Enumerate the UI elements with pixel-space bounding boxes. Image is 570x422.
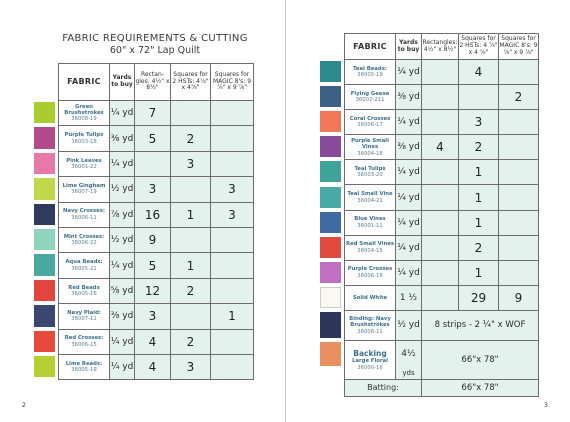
fabric-swatch [34, 305, 55, 326]
swatch-fill [34, 305, 55, 326]
table-row [345, 85, 539, 110]
yards-amount: 4½ [401, 348, 416, 359]
rectangles-value [135, 151, 171, 176]
squares-magic-value: 2 [499, 85, 539, 110]
fabric-table-left [58, 63, 254, 380]
fabric-swatch [320, 287, 341, 308]
yards-value: ¼ yd [396, 110, 422, 135]
fabric-name: Green Brushstrokes [64, 103, 104, 117]
fabric-name-cell [345, 160, 396, 185]
fabric-name-cell [345, 135, 396, 160]
fabric-name-cell [345, 340, 396, 379]
fabric-name: Purple Crosses [347, 266, 393, 273]
squares-magic-value [499, 135, 539, 160]
table-header [59, 64, 254, 101]
table-row [59, 354, 254, 379]
fabric-swatch [34, 356, 55, 377]
squares-magic-value [211, 253, 254, 278]
swatch-fill [320, 86, 341, 107]
fabric-swatch [34, 331, 55, 352]
fabric-code: 36002-211 [355, 97, 385, 104]
fabric-code: 36005-21 [71, 265, 97, 272]
table-row [59, 278, 254, 303]
col-fabric: FABRIC [59, 64, 110, 101]
fabric-swatch [320, 187, 341, 208]
fabric-swatch [34, 153, 55, 174]
rectangles-value: 3 [135, 304, 171, 329]
swatch-fill [34, 102, 55, 123]
table-row [345, 260, 539, 285]
fabric-name-cell [59, 329, 110, 354]
yards-value: ¼ yd [396, 60, 422, 85]
swatch-fill [320, 212, 341, 233]
swatch-fill [320, 312, 341, 338]
col-squares-hst: Squares for 2 HSTs: 4 ⅞" x 4 ⅞" [459, 34, 499, 60]
table-row [345, 235, 539, 260]
yards-value: ⅜ yd [396, 135, 422, 160]
squares-magic-value [211, 278, 254, 303]
fabric-code: 36004-15 [357, 247, 383, 254]
binding-row [345, 310, 539, 340]
fabric-swatch [320, 61, 341, 82]
swatch-fill [320, 161, 341, 182]
swatch-fill [320, 61, 341, 82]
squares-magic-value [499, 60, 539, 85]
fabric-name-cell [59, 202, 110, 227]
fabric-code: 36004-21 [357, 197, 383, 204]
squares-hst-value: 1 [459, 185, 499, 210]
table-header [345, 34, 539, 60]
swatch-fill [34, 204, 55, 225]
fabric-name: Navy Crosses: [62, 208, 106, 215]
swatch-fill [320, 262, 341, 283]
yards-value: ½ yd [110, 227, 135, 252]
page-title: FABRIC REQUIREMENTS & CUTTING [62, 33, 248, 44]
yards-value: ¼ yd [110, 329, 135, 354]
rectangles-value: 4 [422, 135, 459, 160]
backing-row [345, 340, 539, 379]
fabric-name-cell [345, 85, 396, 110]
squares-magic-value: 9 [499, 285, 539, 310]
fabric-name-cell [59, 354, 110, 379]
yards-value: ¼ yd [396, 160, 422, 185]
fabric-swatch [320, 212, 341, 233]
fabric-swatch [34, 229, 55, 250]
table-row [345, 285, 539, 310]
table-row [59, 177, 254, 202]
table-row [59, 227, 254, 252]
table-row [59, 126, 254, 151]
squares-hst-value: 2 [171, 126, 211, 151]
fabric-code: 36003-20 [357, 172, 383, 179]
table-row [345, 110, 539, 135]
fabric-name: Pink Leaves [66, 157, 102, 164]
table-row [345, 135, 539, 160]
swatch-fill [34, 331, 55, 352]
fabric-name: Lime Beads: [65, 360, 103, 367]
fabric-code: 36006-18 [357, 272, 383, 279]
rectangles-value: 5 [135, 253, 171, 278]
rectangles-value [422, 210, 459, 235]
squares-hst-value: 2 [459, 235, 499, 260]
yards-value: ¼ yd [110, 354, 135, 379]
swatch-fill [320, 187, 341, 208]
fabric-name: Solid White [352, 294, 388, 301]
fabric-name: Purple Small Vines [351, 137, 389, 151]
yards-value: ⅞ yd [110, 202, 135, 227]
swatch-fill [34, 254, 55, 275]
rectangles-value: 12 [135, 278, 171, 303]
yards-value: ⅜ yd [110, 126, 135, 151]
rectangles-value: 4 [135, 329, 171, 354]
fabric-name-cell [59, 151, 110, 176]
squares-hst-value: 1 [459, 260, 499, 285]
yards-value: ¼ yd [110, 101, 135, 126]
fabric-name-cell [59, 253, 110, 278]
fabric-code: 36005-19 [71, 367, 97, 374]
backing-size: 66"x 78" [422, 340, 539, 379]
table-row [345, 210, 539, 235]
fabric-name: Purple Tulips [64, 132, 104, 139]
fabric-name-cell [345, 210, 396, 235]
rectangles-value [422, 160, 459, 185]
rectangles-value: 4 [135, 354, 171, 379]
fabric-swatch [34, 127, 55, 148]
col-squares-magic: Squares for MAGIC 8's: 9 ⅞" x 9 ⅞" [499, 34, 539, 60]
fabric-name: Red Beads [68, 284, 100, 291]
fabric-name-cell [59, 177, 110, 202]
yards-value: ⅜ yd [396, 85, 422, 110]
fabric-swatch [320, 262, 341, 283]
fabric-code: 36004-18 [357, 150, 383, 157]
fabric-name-sub: Large Floral [352, 358, 388, 365]
batting-size: 66"x 78" [422, 379, 539, 396]
squares-hst-value: 3 [171, 151, 211, 176]
table-row [59, 253, 254, 278]
fabric-name: Aqua Beads: [65, 259, 103, 266]
fabric-name: Red Small Vines [345, 241, 395, 248]
rectangles-value: 5 [135, 126, 171, 151]
swatch-fill [320, 237, 341, 258]
squares-hst-value: 29 [459, 285, 499, 310]
swatch-fill [34, 229, 55, 250]
fabric-name: Teal Tulips [354, 166, 386, 173]
fabric-swatch [320, 86, 341, 107]
table-row [59, 304, 254, 329]
fabric-code: 36006-11 [71, 214, 97, 221]
fabric-code: 36003-18 [71, 138, 97, 145]
fabric-name-cell [59, 126, 110, 151]
table-row [59, 202, 254, 227]
squares-hst-value: 2 [459, 135, 499, 160]
yards-value: ¼ yd [110, 253, 135, 278]
yards-value [396, 340, 422, 379]
col-rectangles: Rectan-gles: 4½" x 8½" [135, 64, 171, 101]
fabric-swatch [320, 136, 341, 157]
yards-value: ¼ yd [396, 235, 422, 260]
squares-magic-value: 3 [211, 202, 254, 227]
squares-hst-value [171, 177, 211, 202]
swatch-fill [34, 280, 55, 301]
rectangles-value [422, 110, 459, 135]
rectangles-value [422, 185, 459, 210]
squares-hst-value: 3 [459, 110, 499, 135]
squares-magic-value [211, 101, 254, 126]
squares-hst-value: 2 [171, 278, 211, 303]
squares-hst-value [171, 227, 211, 252]
fabric-name-cell [59, 278, 110, 303]
fabric-name-cell [59, 101, 110, 126]
binding-cut-instructions: 8 strips - 2 ¼" x WOF [422, 310, 539, 340]
squares-magic-value [499, 185, 539, 210]
fabric-code: 36006-17 [357, 122, 383, 129]
table-row [59, 329, 254, 354]
fabric-swatch [34, 204, 55, 225]
col-fabric: FABRIC [345, 34, 396, 60]
fabric-swatch-backing [320, 342, 341, 366]
squares-hst-value: 2 [171, 329, 211, 354]
batting-row [345, 379, 539, 396]
rectangles-value [422, 260, 459, 285]
rectangles-value [422, 235, 459, 260]
fabric-name-cell [345, 235, 396, 260]
fabric-code: 36000-16 [357, 364, 383, 371]
squares-magic-value [499, 160, 539, 185]
fabric-code: 36001-22 [71, 163, 97, 170]
page-number: 2 [22, 402, 26, 409]
squares-magic-value [211, 354, 254, 379]
fabric-name: Binding: Navy Brushstrokes [349, 315, 391, 329]
rectangles-value: 7 [135, 101, 171, 126]
squares-magic-value [499, 260, 539, 285]
fabric-name: Blue Vines [354, 216, 386, 223]
rectangles-value: 16 [135, 202, 171, 227]
fabric-name-cell [345, 310, 396, 340]
fabric-name: Mint Crosses: [63, 233, 105, 240]
fabric-swatch [320, 237, 341, 258]
squares-hst-value: 1 [171, 253, 211, 278]
rectangles-value: 9 [135, 227, 171, 252]
squares-hst-value [171, 304, 211, 329]
fabric-code: 36005-16 [71, 290, 97, 297]
squares-hst-value: 3 [171, 354, 211, 379]
squares-magic-value [211, 329, 254, 354]
fabric-name: Backing [353, 348, 387, 358]
yards-value: ½ yd [110, 177, 135, 202]
squares-hst-value [171, 101, 211, 126]
fabric-code: 36008-19 [71, 116, 97, 123]
fabric-swatch [34, 280, 55, 301]
rectangles-value: 3 [135, 177, 171, 202]
yards-value: ¼ yd [396, 185, 422, 210]
swatch-fill [34, 153, 55, 174]
fabric-name-cell [345, 110, 396, 135]
fabric-swatch [34, 178, 55, 199]
col-yards: Yards to buy [396, 34, 422, 60]
fabric-name-cell [345, 60, 396, 85]
squares-magic-value: 1 [211, 304, 254, 329]
fabric-code: 36005-19 [357, 72, 383, 79]
squares-magic-value [211, 151, 254, 176]
fabric-name-cell [59, 227, 110, 252]
col-rectangles: Rectangles: 4½" x 8½" [422, 34, 459, 60]
fabric-swatch [34, 254, 55, 275]
swatch-fill [320, 342, 341, 366]
yards-value: 1 ½ [396, 285, 422, 310]
fabric-name: Lime Gingham [62, 183, 106, 190]
squares-hst-value [459, 85, 499, 110]
swatch-fill [320, 136, 341, 157]
swatch-fill [320, 111, 341, 132]
squares-magic-value [499, 235, 539, 260]
fabric-code: 36007-19 [71, 189, 97, 196]
yards-value: ⅝ yd [110, 278, 135, 303]
swatch-fill [34, 178, 55, 199]
fabric-name: Teal Beads: [352, 65, 387, 72]
squares-magic-value [211, 126, 254, 151]
squares-magic-value [499, 210, 539, 235]
squares-hst-value: 1 [459, 210, 499, 235]
page-subtitle: 60" x 72" Lap Quilt [109, 45, 201, 56]
col-yards: Yards to buy [110, 64, 135, 101]
squares-hst-value: 1 [459, 160, 499, 185]
table-row [59, 151, 254, 176]
squares-hst-value: 1 [171, 202, 211, 227]
squares-magic-value: 3 [211, 177, 254, 202]
fabric-name: Flying Geese [350, 90, 390, 97]
fabric-name: Navy Plaid: [67, 309, 101, 316]
yards-value: ¼ yd [110, 151, 135, 176]
fabric-name-cell [345, 285, 396, 310]
col-squares-hst: Squares for 2 HSTs: 4⅞" x 4⅞" [171, 64, 211, 101]
fabric-swatch-binding [320, 312, 341, 338]
rectangles-value [422, 285, 459, 310]
table-row [345, 160, 539, 185]
fabric-code: 36006-15 [71, 341, 97, 348]
swatch-fill [320, 287, 341, 308]
batting-label: Batting: [345, 379, 422, 396]
squares-hst-value: 4 [459, 60, 499, 85]
fabric-name-cell [345, 260, 396, 285]
fabric-swatch [34, 102, 55, 123]
fabric-swatch [320, 161, 341, 182]
fabric-name: Coral Crosses [349, 115, 391, 122]
col-squares-magic: Squares for MAGIC 8's: 9 ⅞" x 9 ⅞" [211, 64, 254, 101]
fabric-swatch [320, 111, 341, 132]
squares-magic-value [499, 110, 539, 135]
fabric-code: 36007-11 [71, 316, 97, 323]
page-number: 3 [544, 402, 548, 409]
yards-value: ½ yd [396, 310, 422, 340]
fabric-code: 36006-22 [71, 240, 97, 247]
table-row [345, 185, 539, 210]
fabric-name: Teal Small Vine [347, 191, 393, 198]
fabric-name: Red Crosses: [64, 335, 104, 342]
table-row [345, 60, 539, 85]
fabric-name-cell [59, 304, 110, 329]
yards-value: ⅜ yd [110, 304, 135, 329]
fabric-table-right [344, 33, 539, 397]
squares-magic-value [211, 227, 254, 252]
yards-value: ¼ yd [396, 210, 422, 235]
rectangles-value [422, 60, 459, 85]
yards-unit: yds [402, 368, 415, 377]
swatch-fill [34, 127, 55, 148]
fabric-name-cell [345, 185, 396, 210]
rectangles-value [422, 85, 459, 110]
table-row [59, 101, 254, 126]
right-page [286, 0, 570, 422]
fabric-code: 36001-11 [357, 222, 383, 229]
swatch-fill [34, 356, 55, 377]
yards-value: ¼ yd [396, 260, 422, 285]
fabric-code: 36008-11 [357, 328, 383, 335]
